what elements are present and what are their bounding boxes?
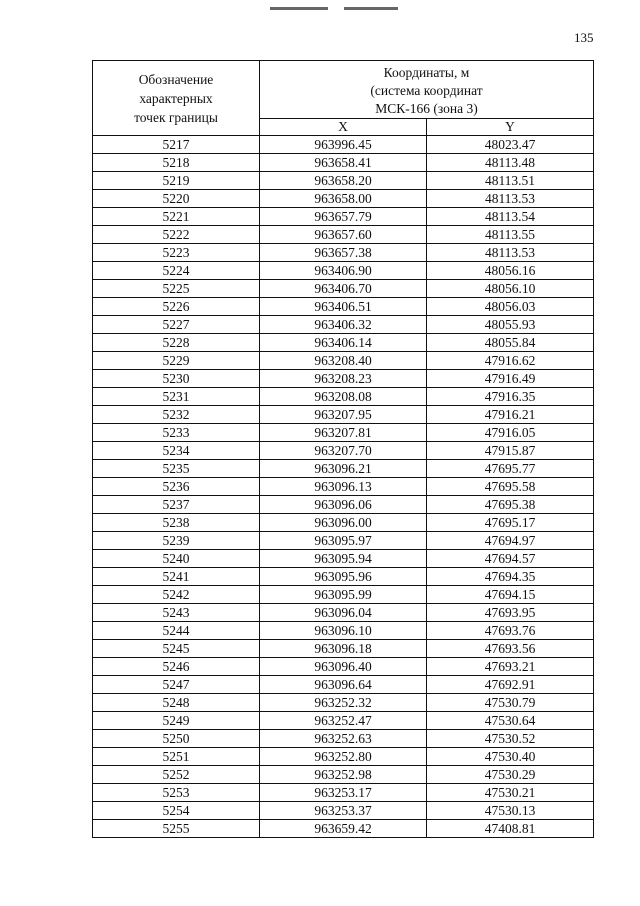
top-scan-mark-right (344, 7, 398, 10)
table-row (93, 496, 594, 514)
point-id-cell: 5242 (93, 586, 260, 604)
table-row (93, 550, 594, 568)
y-coordinate-cell: 48056.16 (427, 262, 594, 280)
x-coordinate-cell: 963657.38 (260, 244, 427, 262)
x-column-header: X (260, 119, 427, 136)
table-row (93, 208, 594, 226)
y-coordinate-cell: 47408.81 (427, 820, 594, 838)
point-id-cell: 5238 (93, 514, 260, 532)
x-coordinate-cell: 963658.20 (260, 172, 427, 190)
table-row (93, 658, 594, 676)
y-coordinate-cell: 47916.35 (427, 388, 594, 406)
y-coordinate-cell: 47694.35 (427, 568, 594, 586)
table-row (93, 316, 594, 334)
y-coordinate-cell: 48055.84 (427, 334, 594, 352)
x-coordinate-cell: 963208.08 (260, 388, 427, 406)
coords-header-line: Координаты, м (383, 65, 470, 80)
x-coordinate-cell: 963406.70 (260, 280, 427, 298)
y-coordinate-cell: 47916.62 (427, 352, 594, 370)
x-coordinate-cell: 963095.97 (260, 532, 427, 550)
y-coordinate-cell: 48113.53 (427, 244, 594, 262)
point-id-cell: 5226 (93, 298, 260, 316)
table-row (93, 802, 594, 820)
point-id-cell: 5241 (93, 568, 260, 586)
x-coordinate-cell: 963252.80 (260, 748, 427, 766)
point-id-cell: 5225 (93, 280, 260, 298)
point-id-cell: 5246 (93, 658, 260, 676)
y-coordinate-cell: 47693.95 (427, 604, 594, 622)
y-coordinate-cell: 48113.51 (427, 172, 594, 190)
point-id-cell: 5229 (93, 352, 260, 370)
x-coordinate-cell: 963252.32 (260, 694, 427, 712)
y-coordinate-cell: 47530.29 (427, 766, 594, 784)
y-coordinate-cell: 47530.40 (427, 748, 594, 766)
y-coordinate-cell: 47694.57 (427, 550, 594, 568)
table-row (93, 190, 594, 208)
y-coordinate-cell: 48113.55 (427, 226, 594, 244)
y-coordinate-cell: 47530.79 (427, 694, 594, 712)
table-row (93, 406, 594, 424)
x-coordinate-cell: 963207.81 (260, 424, 427, 442)
y-coordinate-cell: 47693.56 (427, 640, 594, 658)
table-body (93, 136, 594, 838)
point-id-cell: 5252 (93, 766, 260, 784)
x-coordinate-cell: 963096.10 (260, 622, 427, 640)
table-row (93, 424, 594, 442)
x-coordinate-cell: 963208.23 (260, 370, 427, 388)
point-id-cell: 5249 (93, 712, 260, 730)
table-row (93, 370, 594, 388)
point-id-cell: 5221 (93, 208, 260, 226)
y-coordinate-cell: 47694.97 (427, 532, 594, 550)
y-coordinate-cell: 48056.10 (427, 280, 594, 298)
point-id-cell: 5217 (93, 136, 260, 154)
table-row (93, 334, 594, 352)
table-row (93, 532, 594, 550)
x-coordinate-cell: 963096.64 (260, 676, 427, 694)
y-coordinate-cell: 47695.77 (427, 460, 594, 478)
x-coordinate-cell: 963095.94 (260, 550, 427, 568)
point-id-cell: 5231 (93, 388, 260, 406)
y-coordinate-cell: 47693.76 (427, 622, 594, 640)
coordinates-table (92, 60, 594, 838)
table-row (93, 388, 594, 406)
x-coordinate-cell: 963253.17 (260, 784, 427, 802)
point-id-cell: 5218 (93, 154, 260, 172)
point-header-line: точек границы (134, 109, 218, 125)
y-coordinate-cell: 47916.49 (427, 370, 594, 388)
point-id-cell: 5235 (93, 460, 260, 478)
table-row (93, 730, 594, 748)
table-row (93, 460, 594, 478)
table-row (93, 568, 594, 586)
x-coordinate-cell: 963208.40 (260, 352, 427, 370)
y-coordinate-cell: 48023.47 (427, 136, 594, 154)
y-coordinate-cell: 47692.91 (427, 676, 594, 694)
y-coordinate-cell: 47916.21 (427, 406, 594, 424)
point-id-cell: 5247 (93, 676, 260, 694)
page-number: 135 (574, 30, 594, 45)
table-row (93, 820, 594, 838)
x-coordinate-cell: 963096.18 (260, 640, 427, 658)
x-coordinate-cell: 963095.99 (260, 586, 427, 604)
x-coordinate-cell: 963406.51 (260, 298, 427, 316)
table-row (93, 622, 594, 640)
point-id-cell: 5222 (93, 226, 260, 244)
y-coordinate-cell: 48056.03 (427, 298, 594, 316)
y-coordinate-cell: 47530.64 (427, 712, 594, 730)
y-coordinate-cell: 47915.87 (427, 442, 594, 460)
point-id-cell: 5232 (93, 406, 260, 424)
table-row (93, 136, 594, 154)
top-scan-mark-left (270, 7, 328, 10)
point-id-cell: 5251 (93, 748, 260, 766)
y-coordinate-cell: 47530.52 (427, 730, 594, 748)
table-row (93, 604, 594, 622)
y-coordinate-cell: 47695.58 (427, 478, 594, 496)
table-row (93, 262, 594, 280)
x-coordinate-cell: 963659.42 (260, 820, 427, 838)
table-row (93, 442, 594, 460)
point-column-header (93, 61, 260, 136)
x-coordinate-cell: 963657.60 (260, 226, 427, 244)
x-coordinate-cell: 963096.06 (260, 496, 427, 514)
point-id-cell: 5236 (93, 478, 260, 496)
table-row (93, 298, 594, 316)
x-coordinate-cell: 963096.13 (260, 478, 427, 496)
header-row (93, 61, 594, 119)
y-column-header: Y (427, 119, 594, 136)
point-id-cell: 5234 (93, 442, 260, 460)
table-row (93, 154, 594, 172)
point-id-cell: 5255 (93, 820, 260, 838)
table-row (93, 748, 594, 766)
coords-header-line: (система координат (370, 83, 483, 98)
y-coordinate-cell: 48113.48 (427, 154, 594, 172)
table-row (93, 478, 594, 496)
x-coordinate-cell: 963253.37 (260, 802, 427, 820)
x-coordinate-cell: 963406.32 (260, 316, 427, 334)
table-row (93, 172, 594, 190)
table-row (93, 640, 594, 658)
point-id-cell: 5219 (93, 172, 260, 190)
point-id-cell: 5220 (93, 190, 260, 208)
x-coordinate-cell: 963252.47 (260, 712, 427, 730)
point-id-cell: 5245 (93, 640, 260, 658)
table-row (93, 784, 594, 802)
x-coordinate-cell: 963252.63 (260, 730, 427, 748)
table-row (93, 712, 594, 730)
x-coordinate-cell: 963657.79 (260, 208, 427, 226)
y-coordinate-cell: 47694.15 (427, 586, 594, 604)
y-coordinate-cell: 47530.21 (427, 784, 594, 802)
coords-header-line: МСК-166 (зона 3) (375, 101, 478, 116)
table-row (93, 676, 594, 694)
point-id-cell: 5248 (93, 694, 260, 712)
x-coordinate-cell: 963406.90 (260, 262, 427, 280)
point-id-cell: 5227 (93, 316, 260, 334)
y-coordinate-cell: 48055.93 (427, 316, 594, 334)
point-id-cell: 5239 (93, 532, 260, 550)
x-coordinate-cell: 963096.04 (260, 604, 427, 622)
coordinates-column-header (260, 61, 594, 119)
table-row (93, 766, 594, 784)
y-coordinate-cell: 48113.54 (427, 208, 594, 226)
point-id-cell: 5237 (93, 496, 260, 514)
table-row (93, 586, 594, 604)
x-coordinate-cell: 963658.00 (260, 190, 427, 208)
point-id-cell: 5228 (93, 334, 260, 352)
x-coordinate-cell: 963207.70 (260, 442, 427, 460)
table-row (93, 226, 594, 244)
point-id-cell: 5254 (93, 802, 260, 820)
point-id-cell: 5240 (93, 550, 260, 568)
table-row (93, 280, 594, 298)
y-coordinate-cell: 48113.53 (427, 190, 594, 208)
table-row (93, 244, 594, 262)
table-row (93, 352, 594, 370)
point-id-cell: 5230 (93, 370, 260, 388)
x-coordinate-cell: 963996.45 (260, 136, 427, 154)
point-id-cell: 5250 (93, 730, 260, 748)
point-id-cell: 5244 (93, 622, 260, 640)
y-coordinate-cell: 47916.05 (427, 424, 594, 442)
x-coordinate-cell: 963096.21 (260, 460, 427, 478)
y-coordinate-cell: 47693.21 (427, 658, 594, 676)
x-coordinate-cell: 963252.98 (260, 766, 427, 784)
x-coordinate-cell: 963095.96 (260, 568, 427, 586)
x-coordinate-cell: 963658.41 (260, 154, 427, 172)
y-coordinate-cell: 47695.38 (427, 496, 594, 514)
point-id-cell: 5233 (93, 424, 260, 442)
x-coordinate-cell: 963207.95 (260, 406, 427, 424)
point-id-cell: 5253 (93, 784, 260, 802)
y-coordinate-cell: 47530.13 (427, 802, 594, 820)
table-row (93, 514, 594, 532)
point-header-line: Обозначение (138, 71, 214, 87)
point-id-cell: 5243 (93, 604, 260, 622)
y-coordinate-cell: 47695.17 (427, 514, 594, 532)
point-header-line: характерных (139, 90, 213, 106)
table-row (93, 694, 594, 712)
x-coordinate-cell: 963096.00 (260, 514, 427, 532)
point-id-cell: 5223 (93, 244, 260, 262)
point-id-cell: 5224 (93, 262, 260, 280)
x-coordinate-cell: 963406.14 (260, 334, 427, 352)
x-coordinate-cell: 963096.40 (260, 658, 427, 676)
